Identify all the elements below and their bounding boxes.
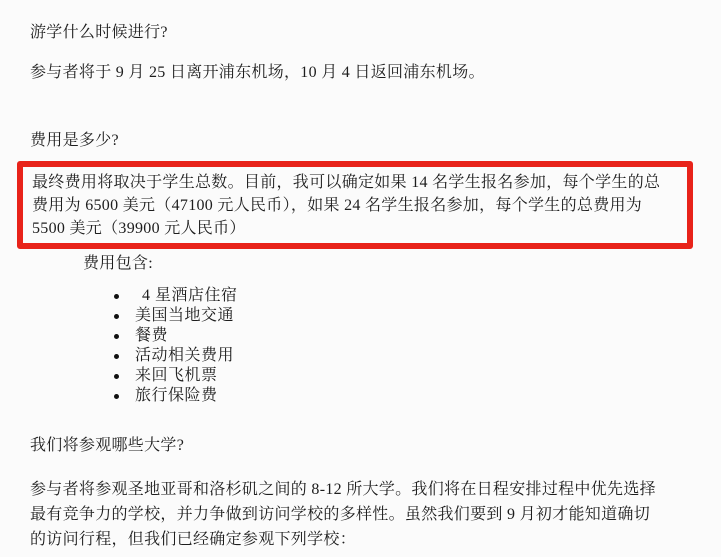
bullet-icon [114, 394, 119, 399]
list-item-label: 旅行保险费 [135, 387, 218, 404]
list-item [112, 386, 238, 406]
list-item-label: 来回飞机票 [135, 367, 218, 384]
bullet-icon [114, 314, 119, 319]
universities-question: 我们将参观哪些大学? [30, 437, 185, 454]
bullet-icon [114, 374, 119, 379]
cost-includes-list [112, 286, 238, 406]
universities-answer-line: 的访问行程，但我们已经确定参观下列学校： [30, 531, 357, 548]
highlighted-text-line: 费用为 6500 美元（47100 元人民币），如果 24 名学生报名参加，每个学生的总费用为 [32, 197, 643, 214]
list-item [112, 346, 238, 366]
bullet-icon [114, 334, 119, 339]
highlighted-text-line: 5500 美元（39900 元人民币） [32, 220, 246, 237]
list-item-label: 活动相关费用 [135, 347, 235, 364]
list-item [112, 286, 238, 306]
list-item-label: 美国当地交通 [135, 307, 235, 324]
list-item [112, 366, 238, 386]
highlight-rectangle [17, 161, 693, 249]
universities-answer-line: 参与者将参观圣地亚哥和洛杉矶之间的 8-12 所大学。我们将在日程安排过程中优先选择 [30, 481, 656, 498]
bullet-icon [114, 294, 119, 299]
cost-includes-label: 费用包含: [83, 255, 153, 272]
list-item-label: 餐费 [135, 327, 169, 344]
cost-question: 费用是多少? [30, 132, 119, 149]
universities-answer [30, 477, 656, 552]
list-item [112, 326, 238, 346]
list-item [112, 306, 238, 326]
highlighted-text-line: 最终费用将取决于学生总数。目前，我可以确定如果 14 名学生报名参加，每个学生的总 [32, 174, 661, 191]
list-item-label: 4 星酒店住宿 [142, 287, 238, 304]
timing-answer: 参与者将于 9 月 25 日离开浦东机场，10 月 4 日返回浦东机场。 [30, 64, 485, 81]
timing-question: 游学什么时候进行? [30, 24, 168, 41]
universities-answer-line: 最有竞争力的学校，并力争做到访问学校的多样性。虽然我们要到 9 月初才能知道确切 [30, 506, 651, 523]
bullet-icon [114, 354, 119, 359]
